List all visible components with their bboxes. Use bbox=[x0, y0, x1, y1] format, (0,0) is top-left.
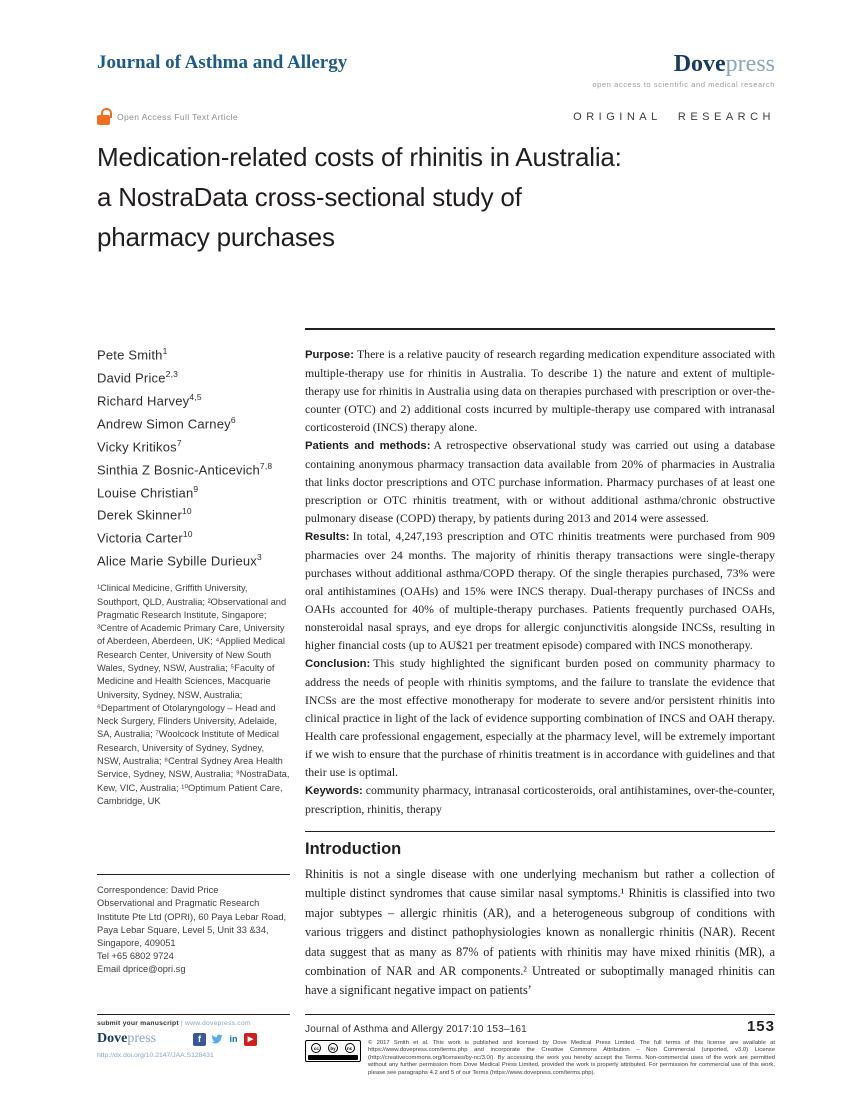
article-title bbox=[97, 137, 775, 257]
author-name: Alice Marie Sybille Durieux$^3$ bbox=[97, 552, 262, 569]
publisher-tagline: open access to scientific and medical research bbox=[592, 80, 775, 89]
left-column bbox=[97, 257, 290, 1001]
title-line-3: pharmacy purchases bbox=[97, 222, 335, 252]
cc-badge-bar bbox=[308, 1055, 358, 1060]
dovepress-url[interactable]: www.dovepress.com bbox=[184, 1020, 251, 1027]
abstract-purpose: Purpose: There is a relative paucity of research regarding medication expenditure associated with multiple-therapy use for rhinitis in Australia. To describe 1) the nature and extent of multiple-therapy use for rhinitis in Australia using data on therapies purchased with prescription or over-the-counter (OTC) and 2) additional costs incurred by multiple-therapy use compared with intranasal corticosteroid (INCS) therapy alone. bbox=[305, 347, 775, 434]
linkedin-icon[interactable]: in bbox=[227, 1033, 240, 1046]
submit-manuscript-line[interactable]: submit your manuscript | www.dovepress.com bbox=[97, 1020, 251, 1027]
author-name: Louise Christian$^9$ bbox=[97, 483, 199, 500]
author-name: Victoria Carter$^{10}$ bbox=[97, 529, 193, 546]
cc-icon: cc bbox=[311, 1043, 321, 1053]
brand-dove: Dove bbox=[673, 51, 726, 77]
correspondence-tel: Tel +65 6802 9724 bbox=[97, 951, 174, 962]
cc-nc-icon: nc bbox=[345, 1043, 355, 1053]
abstract-conclusion: Conclusion: This study highlighted the significant burden posed on community pharmacy to address the needs of people with rhinitis symptoms, and the failure to translate the evidence that INCSs are the most effective monotherapy for moderate to severe and/or persistent rhinitis into clinical practice in light of the lack of evidence supporting combination of INCS and OAH therapy. Health care professional engagement, especially at the pharmacy level, will be extremely important if we wish to ensure that the purchase of rhinitis treatment is in accordance with guidelines and that their use is optimal. bbox=[305, 656, 775, 779]
facebook-icon[interactable]: f bbox=[193, 1033, 206, 1046]
correspondence-divider bbox=[97, 874, 290, 875]
doi-link[interactable]: http://dx.doi.org/10.2147/JAA.S128431 bbox=[97, 1052, 214, 1059]
footer-left bbox=[97, 1014, 290, 1059]
page-number: 153 bbox=[746, 1018, 775, 1035]
author-name: Derek Skinner$^{10}$ bbox=[97, 506, 192, 523]
brand-press: press bbox=[725, 51, 775, 77]
footer-right bbox=[305, 1014, 775, 1077]
correspondence-email[interactable]: Email dprice@opri.sg bbox=[97, 964, 186, 975]
open-access-badge[interactable] bbox=[97, 109, 238, 125]
correspondence-address: Observational and Pragmatic Research Institute Pte Ltd (OPRI), 60 Paya Lebar Road, Paya Lebar Square, Level 5, Unit 33 &34, Singapore, 409051 bbox=[97, 898, 287, 949]
title-line-2: a NostraData cross-sectional study of bbox=[97, 182, 522, 212]
author-name: Vicky Kritikos$^7$ bbox=[97, 437, 182, 455]
abstract-methods: Patients and methods: A retrospective observational study was carried out using a database containing anonymous pharmacy transaction data available from 20% of pharmacies in Australia that links doctor prescriptions and OTC purchase information. Pharmacy purchases of at least one prescription or OTC rhinitis treatment, with or without additional asthma/chronic obstructive pulmonary disease (COPD) therapy, by patients during 2013 and 2014 were assessed. bbox=[305, 438, 775, 525]
journal-name[interactable]: Journal of Asthma and Allergy bbox=[97, 52, 348, 73]
twitter-icon[interactable] bbox=[210, 1033, 223, 1046]
introduction-paragraph: Rhinitis is not a single disease with one underlying mechanism but rather a collection of multiple distinct syndromes that cause similar nasal symptoms.¹ Rhinitis is classified into two major subtypes – allergic rhinitis (AR), and a heterogeneous subgroup of conditions with various triggers and distinct pathophysiologies known as nonallergic rhinitis (NAR). Recent data suggest that as many as 87% of patients with rhinitis may have mixed rhinitis (MR), a combination of NAR and AR components.² Untreated or suboptimally managed rhinitis can have a significant negative impact on patients’ bbox=[305, 867, 775, 998]
journal-citation: Journal of Asthma and Allergy 2017:10 153–161 bbox=[305, 1024, 527, 1035]
abstract-top-rule bbox=[305, 328, 775, 330]
open-access-label: Open Access Full Text Article bbox=[117, 112, 239, 122]
correspondence-name: Correspondence: David Price bbox=[97, 885, 219, 896]
article-type-label: ORIGINAL RESEARCH bbox=[573, 111, 775, 123]
abstract-keywords: Keywords: community pharmacy, intranasal corticosteroids, oral antihistamines, over-the-counter, prescription, rhinitis, therapy bbox=[305, 783, 775, 816]
dovepress-logo[interactable] bbox=[592, 52, 775, 76]
author-name: Richard Harvey$^{4,5}$ bbox=[97, 391, 202, 409]
dovepress-footer-logo[interactable]: Dovepress bbox=[97, 1031, 157, 1046]
submit-label: submit your manuscript bbox=[97, 1020, 179, 1027]
creative-commons-badge[interactable] bbox=[305, 1040, 361, 1062]
introduction-heading: Introduction bbox=[305, 840, 402, 858]
header bbox=[97, 0, 775, 89]
open-access-lock-icon bbox=[97, 115, 110, 125]
abstract-results: Results: In total, 4,247,193 prescription and OTC rhinitis treatments were purchased from 909 pharmacies over 24 months. The majority of rhinitis therapy transactions were single-therapy purchases without additional asthma/COPD therapy. Of the single therapies purchased, 73% were oral antihistamines (OAHs) and 15% were INCS therapy. Dual-therapy purchases of INCSs and OAHs accounted for 40% of multiple-therapy purchases. Patients frequently purchased OAHs, nonsteroidal nasal sprays, and eye drops for allergic conjunctivitis alongside INCSs, resulting in higher financial costs (up to AU$21 per treatment episode) compared with INCS monotherapy. bbox=[305, 529, 775, 652]
abstract bbox=[305, 345, 775, 818]
author-list bbox=[97, 342, 290, 571]
introduction-divider bbox=[305, 831, 775, 832]
author-name: Pete Smith$^1$ bbox=[97, 346, 168, 363]
license-text: © 2017 Smith et al. This work is published and licensed by Dove Medical Press Limited. The full terms of this license are available at https://www.dovepress.com/terms.php and incorporate the Creative Commons Attribution – Non Commercial (unported, v3.0) License (http://creativecommons.org/licenses/by-nc/3.0/). By accessing the work you hereby accept the Terms. Non-commercial uses of the work are permitted without any further permission from Dove Medical Press Limited, provided the work is properly attributed. For permission for commercial use of this work, please see paragraphs 4.2 and 5 of our Terms (https://www.dovepress.com/terms.php). bbox=[368, 1040, 775, 1076]
author-name: Andrew Simon Carney$^6$ bbox=[97, 414, 236, 432]
cc-by-icon: by bbox=[328, 1043, 338, 1053]
header-row-2 bbox=[97, 109, 775, 125]
title-line-1: Medication-related costs of rhinitis in Australia: bbox=[97, 142, 622, 172]
author-name: Sinthia Z Bosnic-Anticevich$^{7,8}$ bbox=[97, 460, 273, 477]
social-icons bbox=[193, 1033, 257, 1046]
author-name: David Price$^{2,3}$ bbox=[97, 368, 179, 386]
correspondence-block bbox=[97, 884, 290, 976]
affiliations: ¹Clinical Medicine, Griffith University, Southport, QLD, Australia; ²Observational and Pragmatic Research Institute, Singapore; ³Centre of Academic Primary Care, University of Aberdeen, Aberdeen, UK; ⁴Applied Medical Research Center, University of New South Wales, Sydney, NSW, Australia; ⁵Faculty of Medicine and Health Sciences, Macquarie University, Sydney, NSW, Australia; ⁶Department of Otolaryngology – Head and Neck Surgery, Flinders University, Adelaide, SA, Australia; ⁷Woolcock Institute of Medical Research, University of Sydney, Sydney, NSW, Australia; ⁸Central Sydney Area Health Service, Sydney, NSW, Australia; ⁹NostraData, Kew, VIC, Australia; ¹⁰Optimum Patient Care, Cambridge, UK bbox=[97, 583, 290, 806]
publisher-brand bbox=[592, 52, 775, 89]
right-column bbox=[305, 328, 775, 1001]
youtube-icon[interactable]: ▶ bbox=[244, 1033, 257, 1046]
